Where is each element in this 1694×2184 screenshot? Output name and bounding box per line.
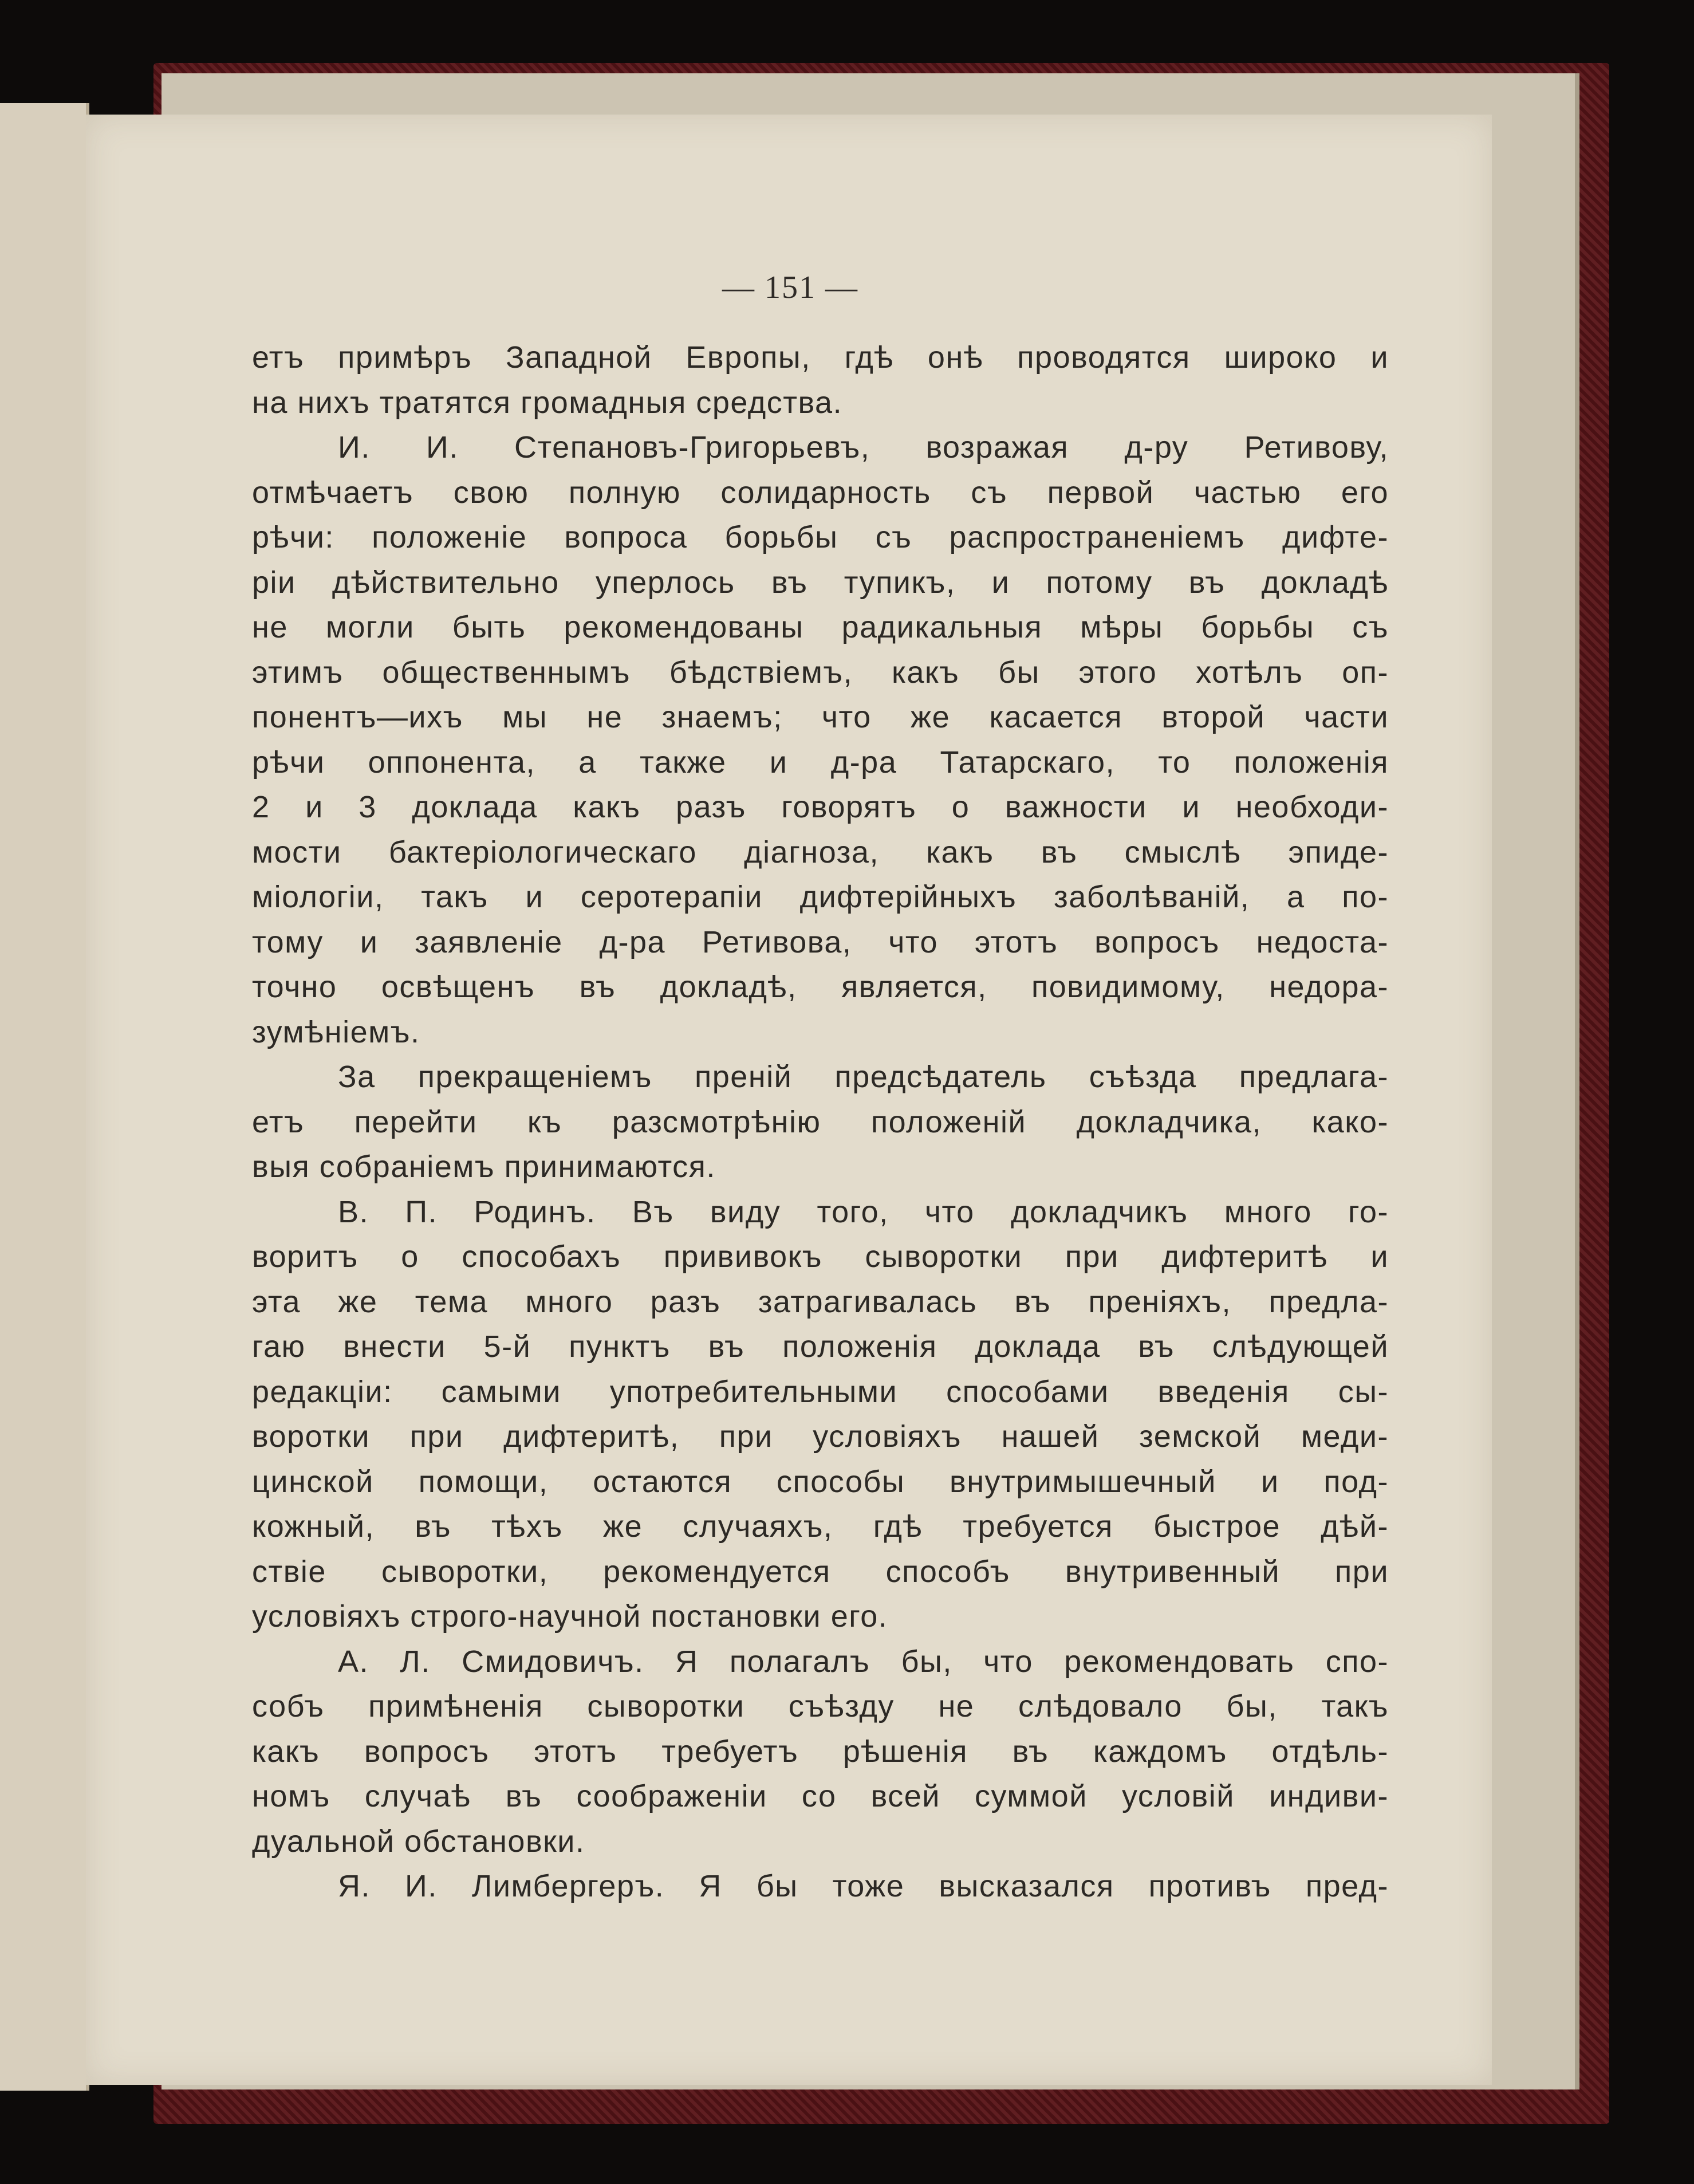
text-line: собъ примѣненія сыворотки съѣзду не слѣдовало бы, такъ bbox=[252, 1689, 1389, 1723]
text-line: ріи дѣйствительно уперлось въ тупикъ, и потому въ докладѣ bbox=[252, 565, 1389, 600]
page-text bbox=[252, 335, 1389, 1909]
text-line: зумѣніемъ. bbox=[252, 1014, 420, 1049]
text-line: условіяхъ строго-научной постановки его. bbox=[252, 1599, 888, 1634]
text-line: отмѣчаетъ свою полную солидарность съ первой частью его bbox=[252, 475, 1389, 510]
text-line: выя собраніемъ принимаются. bbox=[252, 1150, 716, 1184]
text-line: не могли быть рекомендованы радикальныя мѣры борьбы съ bbox=[252, 610, 1389, 644]
text-line: этимъ общественнымъ бѣдствіемъ, какъ бы этого хотѣлъ оп- bbox=[252, 655, 1389, 690]
text-line: рѣчи: положеніе вопроса борьбы съ распространеніемъ дифте- bbox=[252, 520, 1389, 554]
left-page-edge bbox=[0, 103, 89, 2091]
text-line: етъ перейти къ разсмотрѣнію положеній докладчика, како- bbox=[252, 1104, 1389, 1139]
text-line: ствіе сыворотки, рекомендуется способъ внутривенный при bbox=[252, 1554, 1389, 1589]
text-line: цинской помощи, остаются способы внутримышечный и под- bbox=[252, 1464, 1389, 1499]
text-line: И. И. Степановъ-Григорьевъ, возражая д-ру Ретивову, bbox=[338, 430, 1389, 465]
text-line: рѣчи оппонента, а также и д-ра Татарскаго, то положенія bbox=[252, 745, 1389, 780]
text-line: точно освѣщенъ въ докладѣ, является, повидимому, недора- bbox=[252, 970, 1389, 1004]
text-line: міологіи, такъ и серотерапіи дифтерійныхъ заболѣваній, а по- bbox=[252, 880, 1389, 914]
text-line: мости бактеріологическаго діагноза, какъ въ смыслѣ эпиде- bbox=[252, 835, 1389, 869]
book-page bbox=[86, 115, 1492, 2085]
page-number: — 151 — bbox=[722, 270, 858, 305]
text-line: воритъ о способахъ прививокъ сыворотки при дифтеритѣ и bbox=[252, 1239, 1389, 1274]
text-line: дуальной обстановки. bbox=[252, 1824, 585, 1859]
text-line: кожный, въ тѣхъ же случаяхъ, гдѣ требуется быстрое дѣй- bbox=[252, 1509, 1389, 1544]
text-line: эта же тема много разъ затрагивалась въ преніяхъ, предла- bbox=[252, 1284, 1389, 1319]
text-line: номъ случаѣ въ соображеніи со всей суммой условій индиви- bbox=[252, 1779, 1389, 1813]
text-line: какъ вопросъ этотъ требуетъ рѣшенія въ каждомъ отдѣль- bbox=[252, 1734, 1389, 1769]
text-line: За прекращеніемъ преній предсѣдатель съѣзда предлага- bbox=[338, 1060, 1389, 1094]
text-line: А. Л. Смидовичъ. Я полагалъ бы, что рекомендовать спо- bbox=[338, 1644, 1389, 1679]
text-line: В. П. Родинъ. Въ виду того, что докладчикъ много го- bbox=[338, 1194, 1389, 1229]
text-line: понентъ—ихъ мы не знаемъ; что же касается второй части bbox=[252, 700, 1389, 734]
text-line: гаю внести 5-й пунктъ въ положенія доклада въ слѣдующей bbox=[252, 1329, 1389, 1364]
text-line: воротки при дифтеритѣ, при условіяхъ нашей земской меди- bbox=[252, 1419, 1389, 1454]
text-line: етъ примѣръ Западной Европы, гдѣ онѣ проводятся широко и bbox=[252, 340, 1389, 375]
text-line: Я. И. Лимбергеръ. Я бы тоже высказался противъ пред- bbox=[338, 1869, 1389, 1903]
text-line: тому и заявленіе д-ра Ретивова, что этотъ вопросъ недоста- bbox=[252, 924, 1389, 959]
text-line: на нихъ тратятся громадныя средства. bbox=[252, 385, 843, 420]
text-line: редакціи: самыми употребительными способами введенія сы- bbox=[252, 1374, 1389, 1409]
text-line: 2 и 3 доклада какъ разъ говорятъ о важности и необходи- bbox=[252, 790, 1389, 824]
